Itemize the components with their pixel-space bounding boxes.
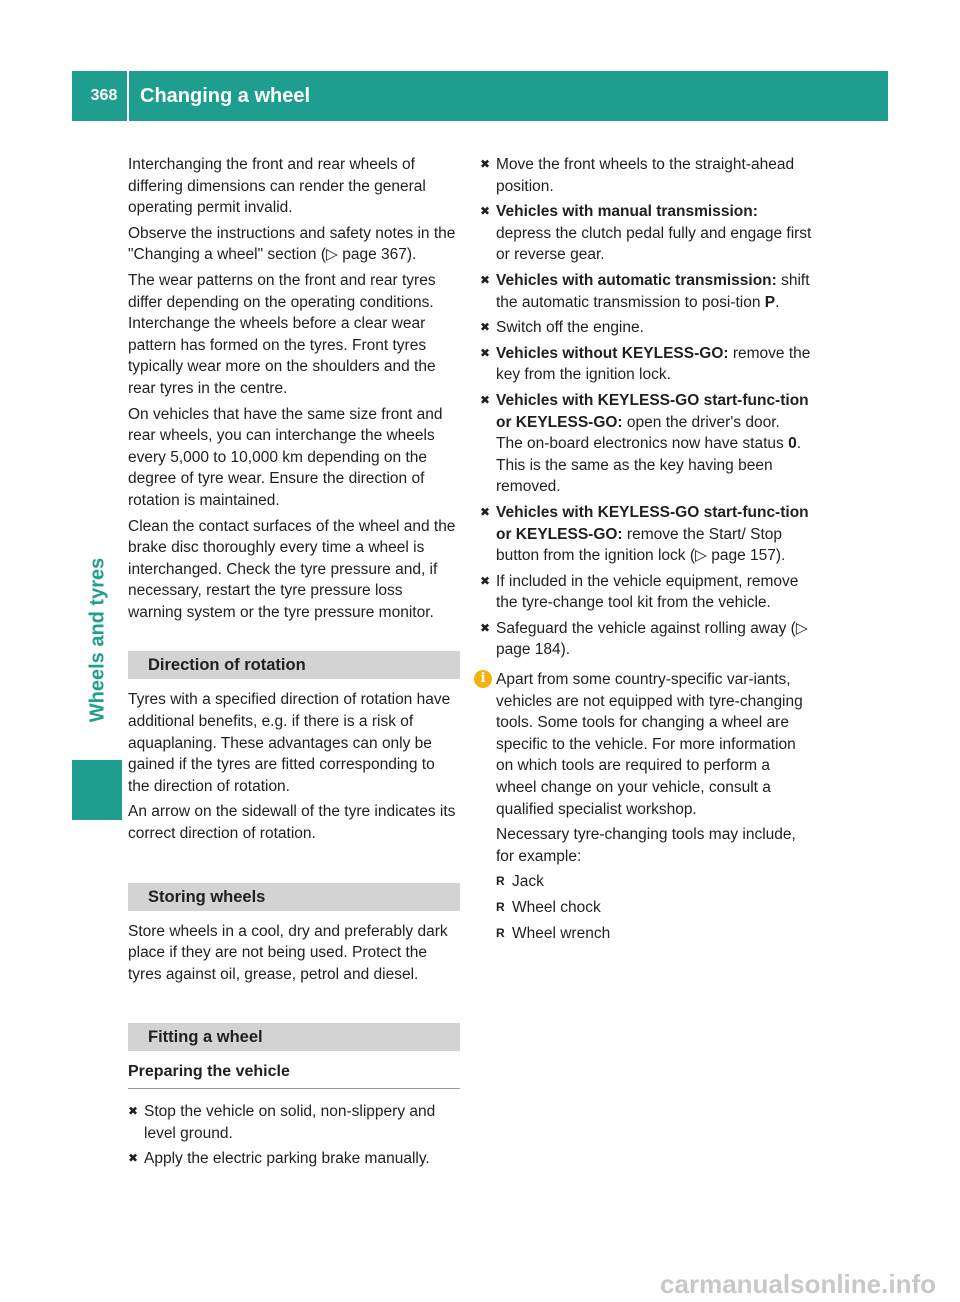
step-text: Safeguard the vehicle against rolling away (▷ page 184).: [496, 619, 808, 659]
list-item: [480, 871, 814, 893]
list-item: [480, 897, 814, 919]
step-note-text: The on-board electronics now have status: [496, 435, 789, 453]
step-text: If included in the vehicle equipment, remove the tyre-change tool kit from the vehicle.: [496, 572, 799, 612]
page-header: [72, 71, 888, 121]
step-condition: Vehicles without KEYLESS-GO:: [496, 344, 729, 362]
bullet-icon: R: [496, 874, 505, 889]
intro-paragraph: The wear patterns on the front and rear tyres differ depending on the operating conditions. Interchange the wheels before a clear wear pattern has formed on the tyres. Front tyres typically wear more on the shoulders and the rear tyres in the centre.: [128, 271, 436, 397]
gear-position: P: [764, 293, 776, 311]
step-condition: Vehicles with KEYLESS-GO start-func-tion or KEYLESS-GO:: [496, 503, 809, 543]
step-arrow-icon: ✖: [480, 157, 491, 171]
step-arrow-icon: ✖: [128, 1104, 139, 1118]
page-number: 368: [90, 87, 118, 104]
step-item: [128, 1148, 460, 1170]
step-note: [496, 433, 814, 498]
step-text: Stop the vehicle on solid, non-slippery and level ground.: [144, 1103, 436, 1142]
step-text: Switch off the engine.: [496, 319, 644, 337]
status-value: 0: [788, 435, 797, 453]
step-condition: Vehicles with manual transmission:: [496, 203, 758, 221]
step-text: remove the key from the ignition lock.: [496, 344, 811, 384]
step-text: remove the Start/ Stop button from the ignition lock (▷ page 157).: [496, 525, 786, 565]
step-item: [480, 154, 814, 197]
step-arrow-icon: ✖: [480, 504, 491, 519]
step-arrow-icon: ✖: [480, 204, 491, 219]
section-heading-direction: Direction of rotation: [128, 651, 460, 679]
step-text: depress the clutch pedal fully and engage first or reverse gear.: [496, 224, 812, 264]
step-arrow-icon: ✖: [480, 320, 491, 335]
step-item: [480, 270, 814, 313]
direction-paragraph: Tyres with a specified direction of rotation have additional benefits, e.g. if there is a risk of aquaplaning. These advantages can only be gained if the tyres are fitted corresponding to the direction of rotation.: [128, 691, 451, 795]
step-item: [480, 390, 814, 498]
tool-name: Wheel wrench: [512, 924, 611, 942]
chapter-tab-marker: [72, 760, 122, 820]
intro-paragraph: Clean the contact surfaces of the wheel and the brake disc thoroughly every time a wheel is interchanged. Check the tyre pressure and, if necessary, restart the tyre pressure loss warning system or the tyre pressure monitor.: [128, 517, 456, 621]
step-note-text: . This is the same as the key having been removed.: [496, 435, 802, 496]
step-arrow-icon: ✖: [480, 272, 491, 287]
step-item: [480, 343, 814, 386]
intro-paragraph: Observe the instructions and safety notes in the "Changing a wheel" section (▷ page 367).: [128, 224, 456, 264]
section-heading-fitting: Fitting a wheel: [128, 1023, 460, 1051]
right-column: [480, 154, 814, 948]
step-arrow-icon: ✖: [480, 345, 491, 360]
step-arrow-icon: ✖: [128, 1151, 139, 1166]
step-arrow-icon: ✖: [480, 392, 491, 407]
info-note: [480, 669, 814, 867]
tool-name: Wheel chock: [512, 899, 601, 916]
tool-name: Jack: [512, 873, 544, 891]
section-heading-storing: Storing wheels: [128, 883, 460, 911]
step-text: .: [775, 293, 780, 311]
bullet-icon: R: [496, 900, 505, 914]
step-text: Apply the electric parking brake manually.: [144, 1150, 430, 1168]
step-text: shift the automatic transmission to posi-tion: [496, 271, 810, 311]
bullet-icon: R: [496, 925, 505, 940]
header-divider: [127, 71, 129, 121]
step-item: [480, 502, 814, 567]
step-item: [480, 618, 814, 661]
info-tools-intro: Necessary tyre-changing tools may include, for example:: [496, 826, 796, 865]
step-item: [480, 317, 814, 339]
direction-paragraph: An arrow on the sidewall of the tyre indicates its correct direction of rotation.: [128, 803, 456, 843]
storing-paragraph: Store wheels in a cool, dry and preferably dark place if they are not being used. Protect the tyres against oil, grease, petrol and diesel.: [128, 922, 448, 983]
chapter-tab-label: Wheels and tyres: [86, 557, 109, 723]
step-text: open the driver's door.: [622, 413, 780, 431]
step-item: [128, 1101, 460, 1144]
watermark: carmanualsonline.info: [660, 1269, 936, 1299]
left-column: [128, 154, 460, 1174]
intro-paragraph: Interchanging the front and rear wheels of differing dimensions can render the general operating permit invalid.: [128, 156, 426, 217]
info-text: Apart from some country-specific var-iants, vehicles are not equipped with tyre-changing tools. Some tools for changing a wheel are specific to the vehicle. For more information on which tools are required to perform a wheel change on your vehicle, consult a qualified specialist workshop.: [496, 671, 803, 818]
list-item: [480, 923, 814, 945]
subheading-preparing: Preparing the vehicle: [128, 1061, 460, 1089]
step-item: [480, 201, 814, 266]
page-title: Changing a wheel: [140, 85, 311, 107]
intro-paragraph: On vehicles that have the same size front and rear wheels, you can interchange the wheels every 5,000 to 10,000 km depending on the degree of tyre wear. Ensure the direction of rotation is maintained.: [128, 405, 443, 509]
info-icon: i: [474, 670, 492, 688]
step-arrow-icon: ✖: [480, 573, 491, 588]
step-arrow-icon: ✖: [480, 620, 491, 635]
step-text: Move the front wheels to the straight-ahead position.: [496, 156, 795, 195]
step-item: [480, 571, 814, 614]
step-condition: Vehicles with KEYLESS-GO start-func-tion or KEYLESS-GO:: [496, 391, 809, 431]
step-condition: Vehicles with automatic transmission:: [496, 271, 777, 289]
